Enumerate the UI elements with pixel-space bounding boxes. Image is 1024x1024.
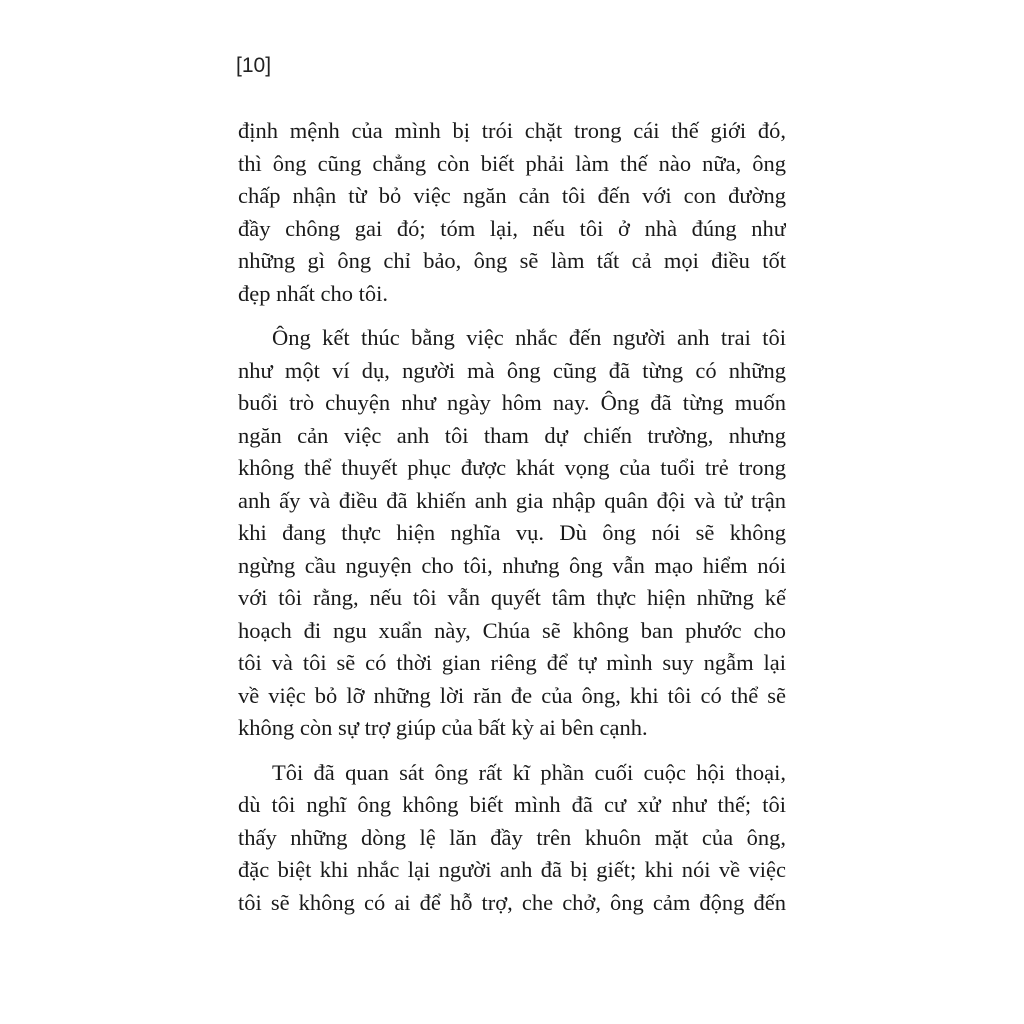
text-line: dù tôi nghĩ ông không biết mình đã cư xử như thế; tôi xyxy=(238,792,786,817)
text-line: định mệnh của mình bị trói chặt trong cái thế giới đó, xyxy=(238,118,786,143)
body-text xyxy=(238,115,786,919)
text-line: tôi sẽ không có ai để hỗ trợ, che chở, ông cảm động đến xyxy=(238,889,786,915)
text-line: những gì ông chỉ bảo, ông sẽ làm tất cả mọi điều tốt xyxy=(238,248,786,273)
paragraph xyxy=(238,757,786,920)
text-line: đầy chông gai đó; tóm lại, nếu tôi ở nhà đúng như xyxy=(238,215,786,241)
text-line: anh ấy và điều đã khiến anh gia nhập quân đội và tử trận xyxy=(238,487,786,513)
text-line: như một ví dụ, người mà ông cũng đã từng có những xyxy=(238,357,786,383)
text-line: không thể thuyết phục được khát vọng của tuổi trẻ trong xyxy=(238,455,786,480)
paragraph xyxy=(238,322,786,745)
text-line: thấy những dòng lệ lăn đầy trên khuôn mặt của ông, xyxy=(238,824,786,850)
text-line: không còn sự trợ giúp của bất kỳ ai bên cạnh. xyxy=(238,715,648,740)
text-line: thì ông cũng chẳng còn biết phải làm thế nào nữa, ông xyxy=(238,150,786,176)
text-line: tôi và tôi sẽ có thời gian riêng để tự mình suy ngẫm lại xyxy=(238,650,786,675)
text-line: Ông kết thúc bằng việc nhắc đến người anh trai tôi xyxy=(272,325,786,350)
text-line: đẹp nhất cho tôi. xyxy=(238,280,388,306)
text-line: với tôi rằng, nếu tôi vẫn quyết tâm thực hiện những kế xyxy=(238,585,786,610)
text-line: về việc bỏ lỡ những lời răn đe của ông, khi tôi có thể sẽ xyxy=(238,682,786,708)
text-line: ngừng cầu nguyện cho tôi, nhưng ông vẫn mạo hiểm nói xyxy=(238,552,786,578)
page-number: [10] xyxy=(236,54,272,77)
text-line: ngăn cản việc anh tôi tham dự chiến trường, nhưng xyxy=(238,422,786,448)
text-line: chấp nhận từ bỏ việc ngăn cản tôi đến với con đường xyxy=(238,183,786,208)
text-line: buổi trò chuyện như ngày hôm nay. Ông đã từng muốn xyxy=(238,390,786,415)
text-line: đặc biệt khi nhắc lại người anh đã bị giết; khi nói về việc xyxy=(238,857,786,882)
text-line: khi đang thực hiện nghĩa vụ. Dù ông nói sẽ không xyxy=(238,520,786,545)
text-line: hoạch đi ngu xuẩn này, Chúa sẽ không ban phước cho xyxy=(238,617,786,643)
paragraph xyxy=(238,115,786,310)
text-line: Tôi đã quan sát ông rất kĩ phần cuối cuộc hội thoại, xyxy=(272,759,786,785)
